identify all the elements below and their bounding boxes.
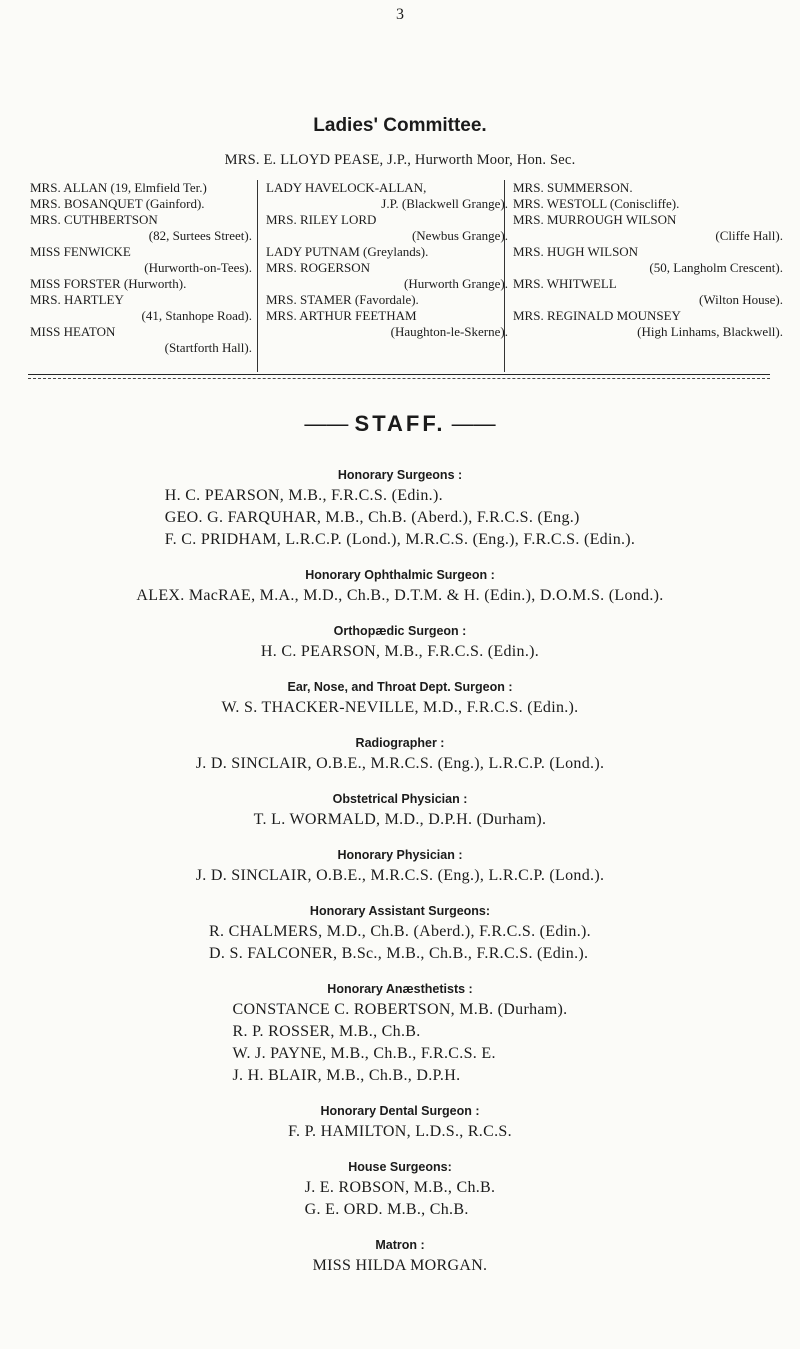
section-divider [28, 374, 770, 375]
staff-names-block [0, 753, 800, 775]
staff-role-heading: Honorary Dental Surgeon : [320, 1104, 480, 1118]
staff-names-block [0, 865, 800, 887]
committee-member-address: (Cliffe Hall). [715, 228, 783, 243]
staff-names-block [233, 999, 568, 1087]
staff-member-name: GEO. G. FARQUHAR, M.B., Ch.B. (Aberd.), F.R.C.S. (Eng.) [164, 509, 580, 526]
committee-column-1 [30, 180, 252, 356]
committee-member-name: MRS. REGINALD MOUNSEY [513, 308, 681, 323]
committee-member-name: MRS. MURROUGH WILSON [513, 212, 677, 227]
committee-members [30, 180, 783, 372]
committee-title: Ladies' Committee. [313, 115, 487, 136]
staff-names-block [0, 697, 800, 719]
committee-member-address: (Wilton House). [699, 292, 783, 307]
staff-member-name: T. L. WORMALD, M.D., D.P.H. (Durham). [253, 811, 547, 828]
staff-names-block [209, 921, 591, 965]
staff-names-block [0, 585, 800, 607]
staff-role-heading: Radiographer : [355, 736, 445, 750]
committee-member-name: MRS. WHITWELL [513, 276, 617, 291]
committee-member-name: MRS. ALLAN (19, Elmfield Ter.) [30, 180, 207, 195]
committee-column-3 [504, 180, 783, 372]
staff-role-heading: Honorary Assistant Surgeons: [309, 904, 491, 918]
staff-member-name: F. P. HAMILTON, L.D.S., R.C.S. [288, 1123, 512, 1140]
staff-role-heading: Honorary Anæsthetists : [327, 982, 473, 996]
committee-member-name: MRS. WESTOLL (Coniscliffe). [513, 196, 680, 211]
committee-member-address: J.P. (Blackwell Grange). [381, 196, 508, 211]
staff-names-holder [0, 1177, 800, 1235]
staff-member-name: H. C. PEARSON, M.B., F.R.C.S. (Edin.). [260, 643, 540, 660]
committee-member-name: MRS. ARTHUR FEETHAM [266, 308, 417, 323]
committee-member-name: MRS. RILEY LORD [266, 212, 377, 227]
staff-names-block [165, 485, 635, 551]
section-divider-dashed [28, 378, 770, 379]
committee-member-name: MRS. CUTHBERTSON [30, 212, 158, 227]
committee-member-address: (50, Langholm Crescent). [649, 260, 783, 275]
staff-role-heading: Honorary Surgeons : [337, 468, 463, 482]
staff-role-heading: Obstetrical Physician : [332, 792, 468, 806]
committee-secretary: MRS. E. LLOYD PEASE, J.P., Hurworth Moor, Hon. Sec. [224, 152, 576, 168]
committee-member-address: (82, Surtees Street). [148, 228, 252, 243]
staff-list [0, 465, 800, 1291]
committee-member-name: MISS HEATON [30, 324, 116, 339]
committee-member-address: (Newbus Grange). [411, 228, 508, 243]
committee-member-address: (Haughton-le-Skerne). [390, 324, 508, 339]
staff-member-name: R. CHALMERS, M.D., Ch.B. (Aberd.), F.R.C.S. (Edin.). [209, 923, 591, 940]
staff-member-name: F. C. PRIDHAM, L.R.C.P. (Lond.), M.R.C.S. (Eng.), F.R.C.S. (Edin.). [164, 531, 636, 548]
staff-role-heading: House Surgeons: [348, 1160, 452, 1174]
committee-member-address: (Startforth Hall). [164, 340, 252, 355]
committee-member-name: MRS. ROGERSON [266, 260, 371, 275]
page-number: 3 [396, 6, 404, 23]
staff-role-heading: Honorary Ophthalmic Surgeon : [305, 568, 495, 582]
committee-member-name: MRS. HARTLEY [30, 292, 124, 307]
staff-role-heading: Orthopædic Surgeon : [333, 624, 467, 638]
staff-names-block [0, 809, 800, 831]
committee-member-name: MRS. BOSANQUET (Gainford). [30, 196, 205, 211]
staff-title-text: STAFF. [354, 411, 446, 436]
committee-member-name: MISS FORSTER (Hurworth). [30, 276, 187, 291]
staff-role-heading: Honorary Physician : [337, 848, 463, 862]
staff-member-name: CONSTANCE C. ROBERTSON, M.B. (Durham). [232, 1001, 568, 1018]
staff-member-name: MISS HILDA MORGAN. [312, 1257, 488, 1274]
committee-member-address: (High Linhams, Blackwell). [637, 324, 783, 339]
committee-member-name: MRS. HUGH WILSON [513, 244, 639, 259]
staff-names-block [0, 641, 800, 663]
staff-member-name: W. S. THACKER-NEVILLE, M.D., F.R.C.S. (Edin.). [221, 699, 579, 716]
committee-member-address: (41, Stanhope Road). [141, 308, 252, 323]
staff-member-name: G. E. ORD. M.B., Ch.B. [304, 1201, 469, 1218]
committee-member-name: MRS. SUMMERSON. [513, 180, 633, 195]
staff-names-holder [0, 485, 800, 565]
staff-names-holder [0, 921, 800, 979]
committee-member-name: MISS FENWICKE [30, 244, 131, 259]
staff-title: —— STAFF. —— [304, 411, 496, 436]
staff-member-name: R. P. ROSSER, M.B., Ch.B. [232, 1023, 421, 1040]
staff-member-name: J. H. BLAIR, M.B., Ch.B., D.P.H. [232, 1067, 461, 1084]
committee-column-2 [257, 180, 508, 372]
committee-member-name: MRS. STAMER (Favordale). [266, 292, 419, 307]
staff-member-name: J. D. SINCLAIR, O.B.E., M.R.C.S. (Eng.), L.R.C.P. (Lond.). [195, 755, 605, 772]
staff-member-name: W. J. PAYNE, M.B., Ch.B., F.R.C.S. E. [232, 1045, 496, 1062]
committee-member-address: (Hurworth-on-Tees). [144, 260, 252, 275]
committee-member-address: (Hurworth Grange). [404, 276, 508, 291]
staff-member-name: D. S. FALCONER, B.Sc., M.B., Ch.B., F.R.C.S. (Edin.). [209, 945, 589, 962]
staff-role-heading: Matron : [375, 1238, 425, 1252]
staff-role-heading: Ear, Nose, and Throat Dept. Surgeon : [287, 680, 513, 694]
committee-member-name: LADY PUTNAM (Greylands). [266, 244, 429, 259]
staff-member-name: H. C. PEARSON, M.B., F.R.C.S. (Edin.). [164, 487, 443, 504]
staff-names-block [0, 1255, 800, 1277]
staff-names-block [305, 1177, 496, 1221]
committee-member-name: LADY HAVELOCK-ALLAN, [266, 180, 427, 195]
staff-member-name: J. E. ROBSON, M.B., Ch.B. [304, 1179, 496, 1196]
staff-member-name: J. D. SINCLAIR, O.B.E., M.R.C.S. (Eng.), L.R.C.P. (Lond.). [195, 867, 605, 884]
staff-names-block [0, 1121, 800, 1143]
staff-member-name: ALEX. MacRAE, M.A., M.D., Ch.B., D.T.M. & H. (Edin.), D.O.M.S. (Lond.). [136, 587, 664, 604]
staff-names-holder [0, 999, 800, 1101]
